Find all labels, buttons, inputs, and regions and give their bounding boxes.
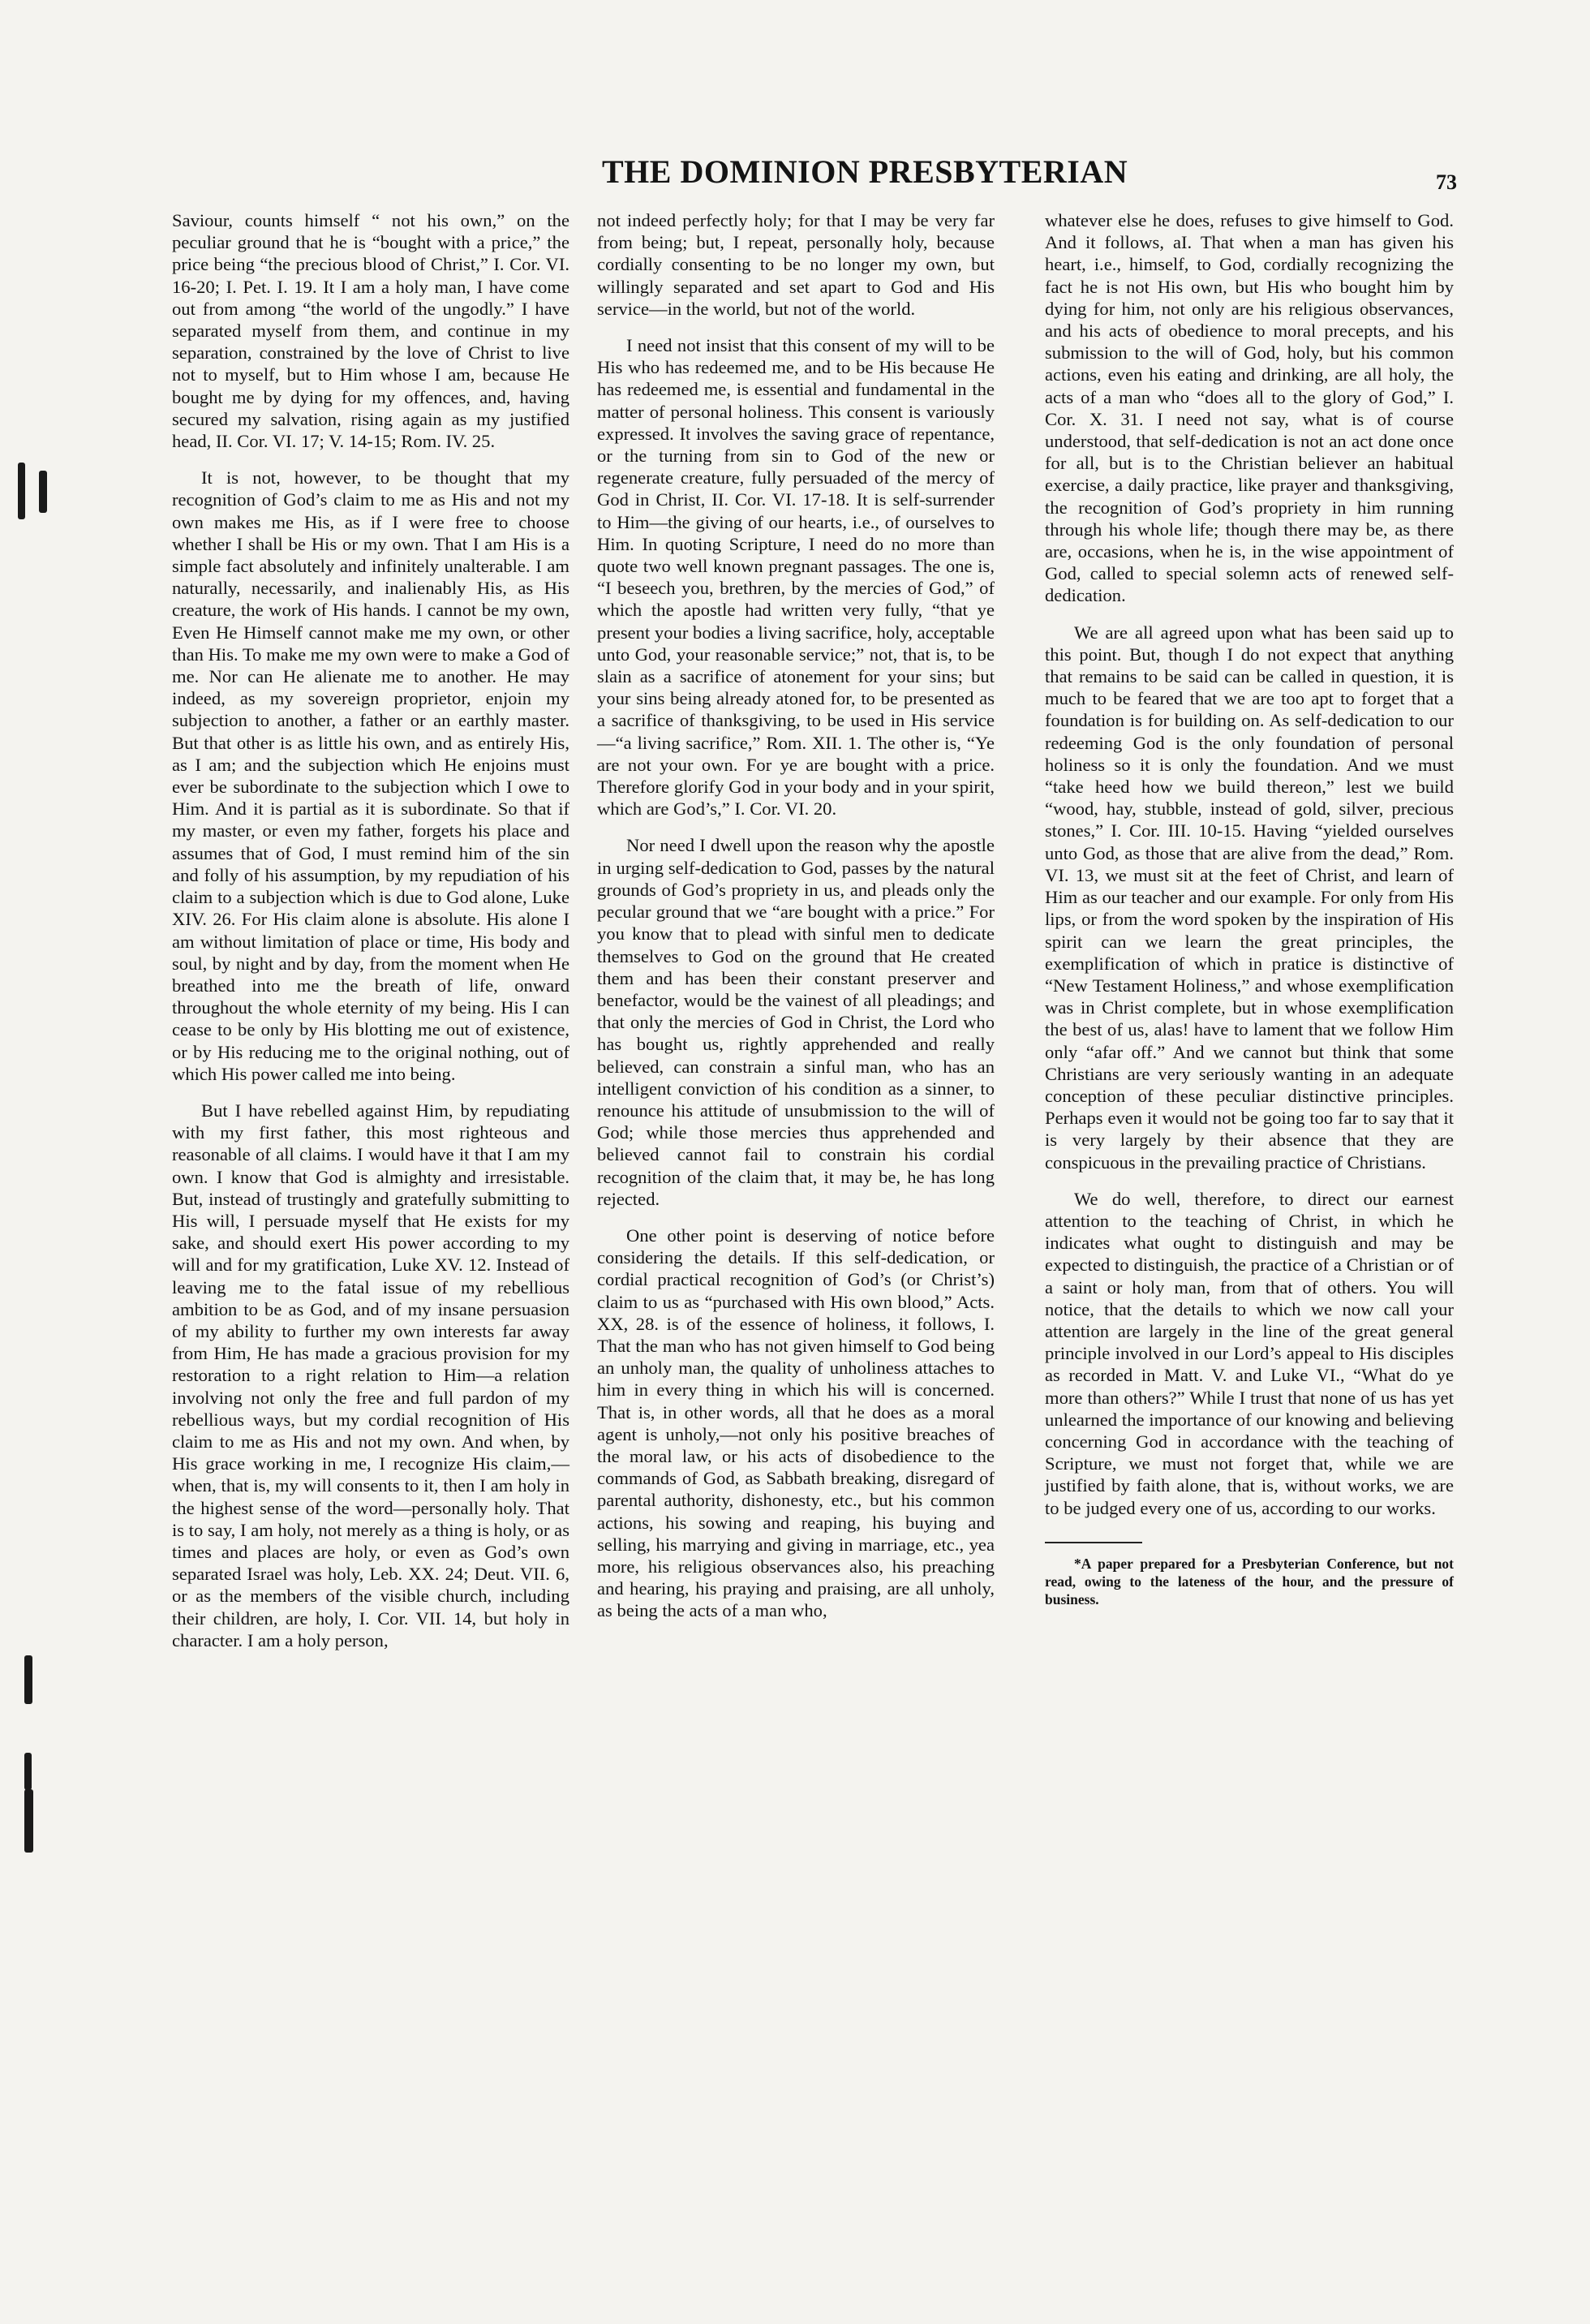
- scan-mark: [24, 1789, 33, 1853]
- column-1: [172, 209, 569, 1666]
- paragraph: It is not, however, to be thought that my recognition of God’s claim to me as His and not my own makes me His, as if I were free to choose whether I shall be His or my own. That I am His is a simple fact absolutely and infinitely unalterable. I am naturally, necessarily, and inalienably His, as His creature, the work of His hands. I cannot be my own, Even He Himself cannot make me my own, or other than His. To make me my own were to make a God of me. Nor can He alienate me to another. He may indeed, as my sovereign proprietor, enjoin my subjection to another, a father or an earthly master. But that other is as little his own, and as entirely His, as I am; and the subjection which He enjoins must ever be subordinate to the subjection which I owe to Him. And it is partial as it is subordinate. So that if my master, or even my father, forgets his place and assumes that of God, I must remind him of the sin and folly of his assumption, by my repudiation of his claim to a subjection which is due to God alone, Luke XIV. 26. For His claim alone is absolute. His alone I am without limitation of place or time, His body and soul, by night and by day, from the moment when He breathed into me the breath of life, onward throughout the whole eternity of my being. His I can cease to be only by His blotting me out of existence, or by His reducing me to the original nothing, out of which His power called me into being.: [172, 467, 569, 1084]
- paragraph: Nor need I dwell upon the reason why the apostle in urging self-dedication to God, passes by the natural grounds of God’s propriety in us, and pleads only the pecular ground that we “are bought with a price.” For you know that to plead with sinful men to dedicate themselves to God on the ground that He created them and has been their constant preserver and benefactor, would be the vainest of all pleadings; and that only the mercies of God in Christ, the Lord who has bought us, rightly apprehended and really believed, can constrain a sinful man, who has an intelligent conviction of his condition as a sinner, to renounce his attitude of unsubmission to the will of God; while those mercies thus apprehended and believed cannot fail to constrain his cordial recognition of the claim that, it may be, he has long rejected.: [597, 835, 995, 1209]
- paragraph: One other point is deserving of notice before considering the details. If this self-dedication, or cordial practical recognition of God’s (or Christ’s) claim to us as “purchased with His own blood,” Acts. XX, 28. is of the essence of holiness, it follows, I. That the man who has not given himself to God being an unholy man, the quality of unholiness attaches to him in every thing in which his will is concerned. That is, in other words, all that he does as a moral agent is unholy,—not only his positive breaches of the moral law, or his acts of disobedience to the commands of God, as Sabbath breaking, disregard of parental authority, dishonesty, etc., but his common actions, his sowing and reaping, his buying and selling, his marrying and giving in marriage, etc., yea more, his religious observances also, his preaching and hearing, his praying and praising, are all unholy, as being the acts of a man who,: [597, 1224, 995, 1621]
- column-2: [597, 209, 995, 1637]
- scan-mark: [24, 1655, 32, 1704]
- footnote: *A paper prepared for a Presbyterian Conference, but not read, owing to the lateness of the hour, and the pressure of business.: [1045, 1555, 1454, 1607]
- page-number: 73: [1436, 170, 1457, 194]
- footnote-divider: [1045, 1542, 1142, 1543]
- running-header-title: THE DOMINION PRESBYTERIAN: [602, 153, 1128, 190]
- paragraph: Saviour, counts himself “ not his own,” on the peculiar ground that he is “bought with a price,” the price being “the precious blood of Christ,” I. Cor. VI. 16-20; I. Pet. I. 19. It I am a holy man, I have come out from among “the world of the ungodly.” I have separated myself from them, and continue in my separation, constrained by the love of Christ to live not to myself, but to Him whose I am, because He bought me by dying for my offences, and, having secured my salvation, rising again as my justified head, II. Cor. VI. 17; V. 14-15; Rom. IV. 25.: [172, 210, 569, 452]
- paragraph: whatever else he does, refuses to give himself to God. And it follows, aI. That when a man has given his heart, i.e., himself, to God, cordially recognizing the fact he is not His own, but His who bought him by dying for him, not only are his religious observances, and his acts of obedience to moral precepts, and his submission to the will of God, holy, but his common actions, even his eating and drinking, are all holy, the acts of a man who “does all to the glory of God,” I. Cor. X. 31. I need not say, what is of course understood, that self-dedication is not an act done once for all, but is to the Christian believer an habitual exercise, a daily practice, like prayer and thanksgiving, the recognition of God’s propriety in him running through his whole life; though there may be, as there are, occasions, when he is, in the wise appointment of God, called to special solemn acts of renewed self-dedication.: [1045, 210, 1454, 606]
- scan-mark: [39, 471, 47, 513]
- paragraph: not indeed perfectly holy; for that I may be very far from being; but, I repeat, personally holy, because cordially consenting to be no longer my own, but willingly separated and set apart to God and His service—in the world, but not of the world.: [597, 210, 995, 319]
- paragraph: We do well, therefore, to direct our earnest attention to the teaching of Christ, in which he indicates what ought to distinguish and may be expected to distinguish, the practice of a Christian or of a saint or holy man, from that of others. You will notice, that the details to which we now call your attention are largely in the line of the great general principle involved in our Lord’s appeal to His disciples as recorded in Matt. V. and Luke VI., “What do ye more than others?” While I trust that none of us has yet unlearned the importance of our knowing and believing concerning God in accordance with the teaching of Scripture, we must not forget that, while we are justified by faith alone, that is, without works, we are to be judged every one of us, according to our works.: [1045, 1188, 1454, 1518]
- paragraph: I need not insist that this consent of my will to be His who has redeemed me, and to be His because He has redeemed me, is essential and fundamental in the matter of personal holiness. This consent is variously expressed. It involves the saving grace of repentance, or the turning from sin to God of the new or regenerate creature, fully persuaded of the mercy of God in Christ, II. Cor. VI. 17-18. It is self-surrender to Him—the giving of our hearts, i.e., of ourselves to Him. In quoting Scripture, I need do no more than quote two well known pregnant passages. The one is, “I beseech you, brethren, by the mercies of God,” of which the apostle had written very fully, “that ye present your bodies a living sacrifice, holy, acceptable unto God, your reasonable service;” not, that is, to be slain as a sacrifice of atonement for your sins; but your sins being already atoned for, to be presented as a sacrifice of thanksgiving, to be used in His service—“a living sacrifice,” Rom. XII. 1. The other is, “Ye are not your own. For ye are bought with a price. Therefore glorify God in your body and in your spirit, which are God’s,” I. Cor. VI. 20.: [597, 335, 995, 820]
- scan-mark: [18, 463, 25, 519]
- paragraph: We are all agreed upon what has been said up to this point. But, though I do not expect that anything that remains to be said can be called in question, it is much to be feared that we are too apt to forget that a foundation is for building on. As self-dedication to our redeeming God is the only foundation of personal holiness so it is only the foundation. And we must “take heed how we build thereon,” lest we build “wood, hay, stubble, instead of gold, silver, precious stones,” I. Cor. III. 10-15. Having “yielded ourselves unto God, as those that are alive from the dead,” Rom. VI. 13, we must sit at the feet of Christ, and learn of Him as our teacher and our example. For only from His lips, or from the word spoken by the inspiration of His spirit can we learn the great principles, the exemplification of which in pratice is distinctive of “New Testament Holiness,” and whose exemplification was in Christ complete, but in whose exemplification the best of us, alas! have to lament that we follow Him only “afar off.” And we cannot but think that some Christians are very seriously wanting in an adequate conception of these peculiar distinctive principles. Perhaps even it would not be going too far to say that it is very largely by their absence that they are conspicuous in the prevailing practice of Christians.: [1045, 622, 1454, 1173]
- column-3: [1045, 209, 1454, 1623]
- scan-mark: [24, 1753, 32, 1790]
- paragraph: But I have rebelled against Him, by repudiating with my first father, this most righteous and reasonable of all claims. I would have it that I am my own. I know that God is almighty and irresistable. But, instead of trustingly and gratefully submitting to His will, I persuade myself that He exists for my sake, and should exert His power according to my will and for my gratification, Luke XV. 12. Instead of leaving me to the fatal issue of my rebellious ambition to be as God, and of my insane persuasion of my ability to further my own interests far away from Him, He has made a gracious provision for my restoration to a right relation to Him—a relation involving not only the free and full pardon of my rebellious ways, but my cordial recognition of His claim to me as His and not my own. And when, by His grace working in me, I recognize His claim,—when, that is, my will consents to it, then I am holy in the highest sense of the word—personally holy. That is to say, I am holy, not merely as a thing is holy, or as times and places are holy, or even as God’s own separated Israel was holy, Leb. XX. 24; Deut. VII. 6, or as the members of the visible church, including their children, are holy, I. Cor. VII. 14, but holy in character. I am a holy person,: [172, 1100, 569, 1650]
